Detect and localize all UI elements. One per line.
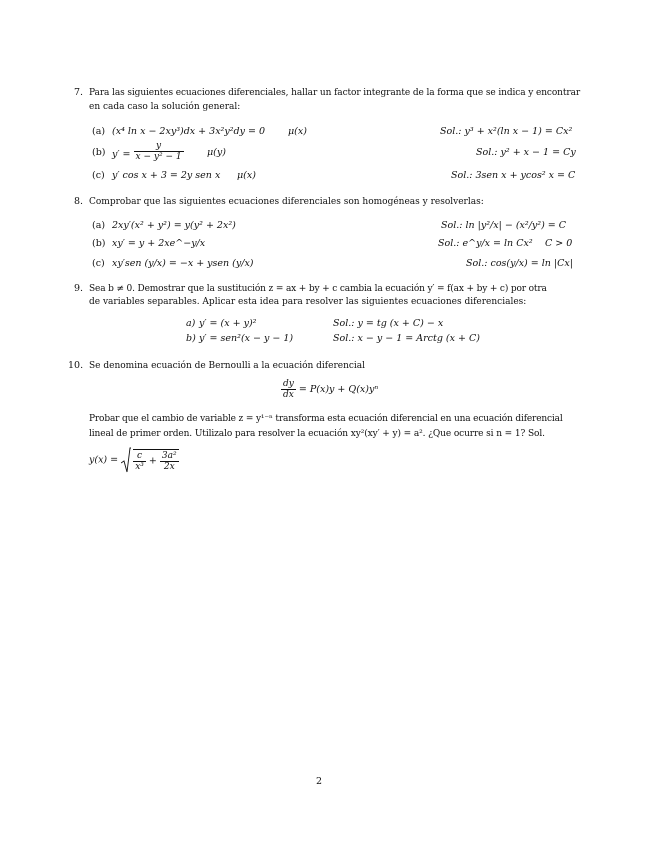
sqrt-content <box>133 449 178 472</box>
problem-7b-denominator: x − y² − 1 <box>135 152 182 162</box>
problem-8b-condition: C > 0 <box>545 238 573 249</box>
problem-8a-label: (a) <box>92 220 106 231</box>
problem-8b-solution: Sol.: e^y/x = ln Cx² <box>438 238 533 249</box>
problem-9-number: 9. <box>74 283 84 294</box>
problem-7c-factor: μ(x) <box>237 170 256 181</box>
problem-9a-label: a) <box>186 318 196 329</box>
problem-9b-equation: y′ = sen²(x − y − 1) <box>199 333 294 344</box>
problem-8b-equation: xy′ = y + 2xe^−y/x <box>112 238 206 249</box>
problem-9b-label: b) <box>186 333 196 344</box>
problem-7b-label: (b) <box>92 147 106 158</box>
bernoulli-equation <box>281 379 378 400</box>
solution-fraction-2-num: 3a² <box>161 450 177 461</box>
bernoulli-derivative <box>281 379 296 400</box>
bernoulli-derivative-num: dy <box>283 379 294 389</box>
problem-7a-solution: Sol.: y³ + x²(ln x − 1) = Cx² <box>440 126 573 137</box>
problem-8-intro: Comprobar que las siguientes ecuaciones diferenciales son homogéneas y resolverlas: <box>89 197 484 207</box>
page-number: 2 <box>316 776 323 787</box>
problem-7c-solution: Sol.: 3sen x + ycos² x = C <box>451 170 576 181</box>
problem-9a-equation: y′ = (x + y)² <box>199 318 257 329</box>
problem-8c-equation: xy′sen (y/x) = −x + ysen (y/x) <box>112 258 254 269</box>
sqrt-radical-icon <box>121 447 131 473</box>
sqrt-symbol <box>121 447 131 474</box>
solution-fraction-1-num: c <box>133 451 146 462</box>
solution-fraction-1-den: x³ <box>135 461 144 472</box>
problem-8-number: 8. <box>74 196 84 207</box>
solution-fraction-2-den: 2x <box>163 461 175 472</box>
problem-8c-label: (c) <box>92 258 105 269</box>
problem-10-solution-prefix: y(x) = <box>89 454 119 466</box>
problem-7a-label: (a) <box>92 126 106 137</box>
problem-7-intro-line2: en cada caso la solución general: <box>89 102 241 112</box>
problem-7c-label: (c) <box>92 170 105 181</box>
problem-8a-solution: Sol.: ln |y²/x| − (x²/y²) = C <box>441 220 567 231</box>
problem-7a-factor: μ(x) <box>288 126 307 137</box>
problem-8a-equation: 2xy′(x² + y²) = y(y² + 2x²) <box>112 220 236 231</box>
problem-7b-solution: Sol.: y² + x − 1 = Cy <box>476 147 576 158</box>
bernoulli-derivative-den: dx <box>283 390 294 400</box>
problem-10-intro: Se denomina ecuación de Bernoulli a la ecuación diferencial <box>89 361 366 371</box>
problem-7b-eq-prefix: y′ = <box>112 149 131 160</box>
problem-7b-numerator: y <box>134 141 184 152</box>
problem-10-line2: lineal de primer orden. Utilizalo para resolver la ecuación xy²(xy′ + y) = a². ¿Que ocurre si n = 1? Sol. <box>89 429 545 439</box>
problem-10-solution <box>89 447 179 473</box>
problem-10-number: 10. <box>68 360 84 371</box>
problem-7b-factor: μ(y) <box>207 147 226 158</box>
problem-8c-solution: Sol.: cos(y/x) = ln |Cx| <box>466 258 573 269</box>
problem-8b-label: (b) <box>92 238 106 249</box>
problem-7c-equation: y′ cos x + 3 = 2y sen x <box>112 170 221 181</box>
problem-7b-fraction <box>134 141 184 162</box>
problem-9-line2: de variables separables. Aplicar esta idea para resolver las siguientes ecuaciones diferenciales: <box>89 297 527 307</box>
solution-plus: + <box>148 455 157 467</box>
bernoulli-rhs: = P(x)y + Q(x)yⁿ <box>298 384 379 395</box>
problem-9-line1: Sea b ≠ 0. Demostrar que la sustitución z = ax + by + c cambia la ecuación y′ = f(ax + by + c) por otra <box>89 284 547 294</box>
problem-7b-equation <box>112 141 184 162</box>
problem-7-intro-line1: Para las siguientes ecuaciones diferenciales, hallar un factor integrante de la forma que se indica y encontrar <box>89 88 581 98</box>
problem-7-number: 7. <box>74 87 84 98</box>
solution-fraction-2 <box>160 451 179 472</box>
problem-10-line1: Probar que el cambio de variable z = y¹⁻ⁿ transforma esta ecuación diferencial en una ecuación diferencial <box>89 414 563 424</box>
problem-9a-solution: Sol.: y = tg (x + C) − x <box>333 318 444 329</box>
solution-fraction-1 <box>133 451 146 472</box>
problem-9b-solution: Sol.: x − y − 1 = Arctg (x + C) <box>333 333 480 344</box>
problem-7a-equation: (x⁴ ln x − 2xy³)dx + 3x²y²dy = 0 <box>112 126 266 137</box>
